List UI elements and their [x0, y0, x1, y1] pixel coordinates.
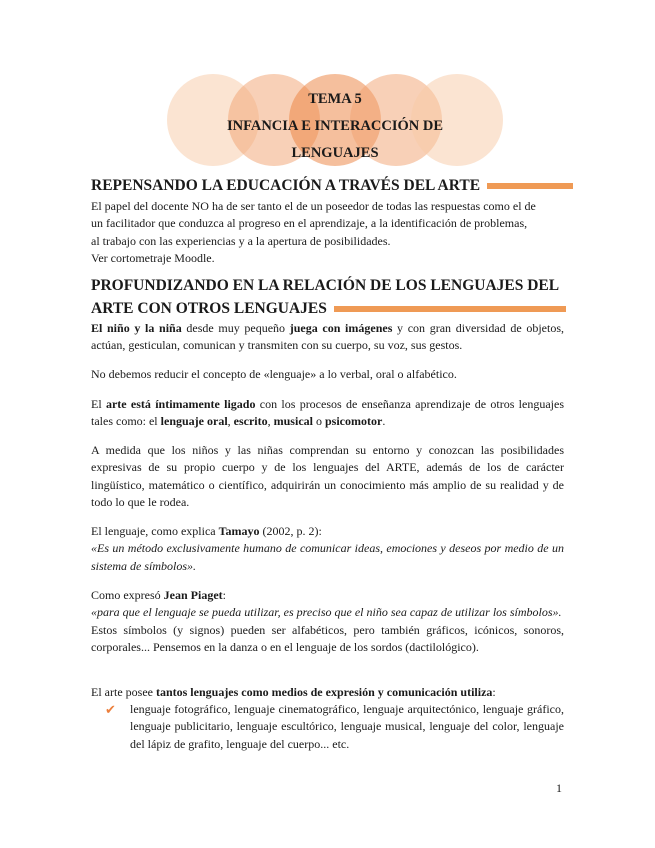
text: o — [312, 414, 325, 429]
paragraph-ninos — [91, 320, 564, 355]
section-heading-profundizando — [91, 274, 571, 320]
section-heading-repensando — [91, 174, 573, 197]
text: y con gran diversidad de objetos, actúan, gesticulan, comunican y transmiten con su cuerpo, su voz, sus gestos. — [91, 321, 565, 353]
bold-text: El niño y la niña — [91, 321, 182, 335]
author-name: Tamayo — [218, 524, 260, 538]
bold-text: psicomotor — [324, 414, 383, 429]
section-heading-line2: ARTE CON OTROS LENGUAJES — [91, 300, 327, 317]
checkmark-icon: ✔ — [105, 703, 116, 718]
section1-line: un facilitador que conduzca al progreso en el aprendizaje, a la identificación de problemas, — [91, 216, 528, 231]
section1-line: El papel del docente NO ha de ser tanto el de un poseedor de todas las respuestas como el de — [91, 199, 536, 213]
topic-name-line2: LENGUAJES — [291, 145, 379, 161]
topic-number: TEMA 5 — [308, 91, 362, 107]
paragraph-lenguaje-concepto: No debemos reducir el concepto de «lenguaje» a lo verbal, oral o alfabético. — [91, 367, 457, 381]
simbolos-text: Estos símbolos (y signos) pueden ser alfabéticos, pero también gráficos, icónicos, sonoros, corporales... Pensemos en la danza o en el lenguaje de los sordos (dactilológico). — [91, 622, 564, 654]
bold-text: tantos lenguajes como medios de expresión y comunicación utiliza — [155, 685, 493, 699]
topic-name-line1: INFANCIA E INTERACCIÓN DE — [226, 118, 444, 134]
paragraph-entorno: A medida que los niños y las niñas comprendan su entorno y conozcan las posibilidades expresivas de su propio cuerpo y de los lenguajes del ARTE, además de los de carácter lingüístico, matemático o científico, adquirirán un conocimiento más amplio de su realidad y de todo lo que le rodea. — [91, 443, 564, 509]
bold-text: lenguaje oral — [160, 414, 228, 429]
text: El arte posee — [91, 685, 156, 699]
topic-title — [167, 86, 503, 167]
text: : — [492, 685, 496, 699]
author-name: Jean Piaget — [163, 588, 223, 602]
section-heading-line1: PROFUNDIZANDO EN LA RELACIÓN DE LOS LENGUAJES DEL — [91, 277, 560, 294]
text: desde muy pequeño — [181, 321, 290, 335]
text: El — [91, 397, 106, 411]
section1-line: Ver cortometraje Moodle. — [91, 250, 215, 265]
section1-body — [91, 198, 564, 267]
page-number: 1 — [556, 781, 562, 795]
bold-text: juega con imágenes — [289, 321, 393, 335]
text: Como expresó — [91, 588, 164, 602]
heading-accent-bar — [487, 183, 573, 189]
text: . — [382, 414, 386, 429]
text: , — [227, 414, 234, 429]
text: con los procesos de enseñanza aprendizaje de otros lenguajes tales como: el — [91, 397, 564, 429]
section-heading-text: REPENSANDO LA EDUCACIÓN A TRAVÉS DEL ARTE — [91, 177, 481, 194]
text: , — [267, 414, 274, 429]
text: : — [222, 588, 226, 602]
text: (2002, p. 2): — [259, 524, 322, 538]
heading-accent-bar — [334, 306, 566, 312]
bold-text: musical — [273, 414, 313, 429]
bold-text: escrito — [233, 414, 268, 429]
list-item-lenguajes: lenguaje fotográfico, lenguaje cinematográfico, lenguaje arquitectónico, lenguaje gráfico, lenguaje publicitario, lenguaje escultórico, lenguaje musical, lenguaje del color, lenguaje del lápiz de grafito, lenguaje del cuerpo... etc. — [130, 702, 564, 751]
paragraph-tamayo — [91, 523, 564, 575]
text: El lenguaje, como explica — [91, 524, 219, 538]
quote-tamayo: «Es un método exclusivamente humano de comunicar ideas, emociones y deseos por medio de un sistema de símbolos». — [91, 541, 564, 573]
paragraph-piaget — [91, 587, 564, 656]
paragraph-arte-lenguajes — [91, 684, 564, 701]
bold-text: arte está íntimamente ligado — [105, 397, 256, 411]
paragraph-arte-ligado — [91, 396, 564, 431]
title-banner — [167, 74, 503, 166]
quote-piaget: «para que el lenguaje se pueda utilizar, es preciso que el niño sea capaz de utilizar los símbolos». — [91, 605, 562, 620]
section1-line: al trabajo con las experiencias y a la apertura de posibilidades. — [91, 233, 391, 248]
